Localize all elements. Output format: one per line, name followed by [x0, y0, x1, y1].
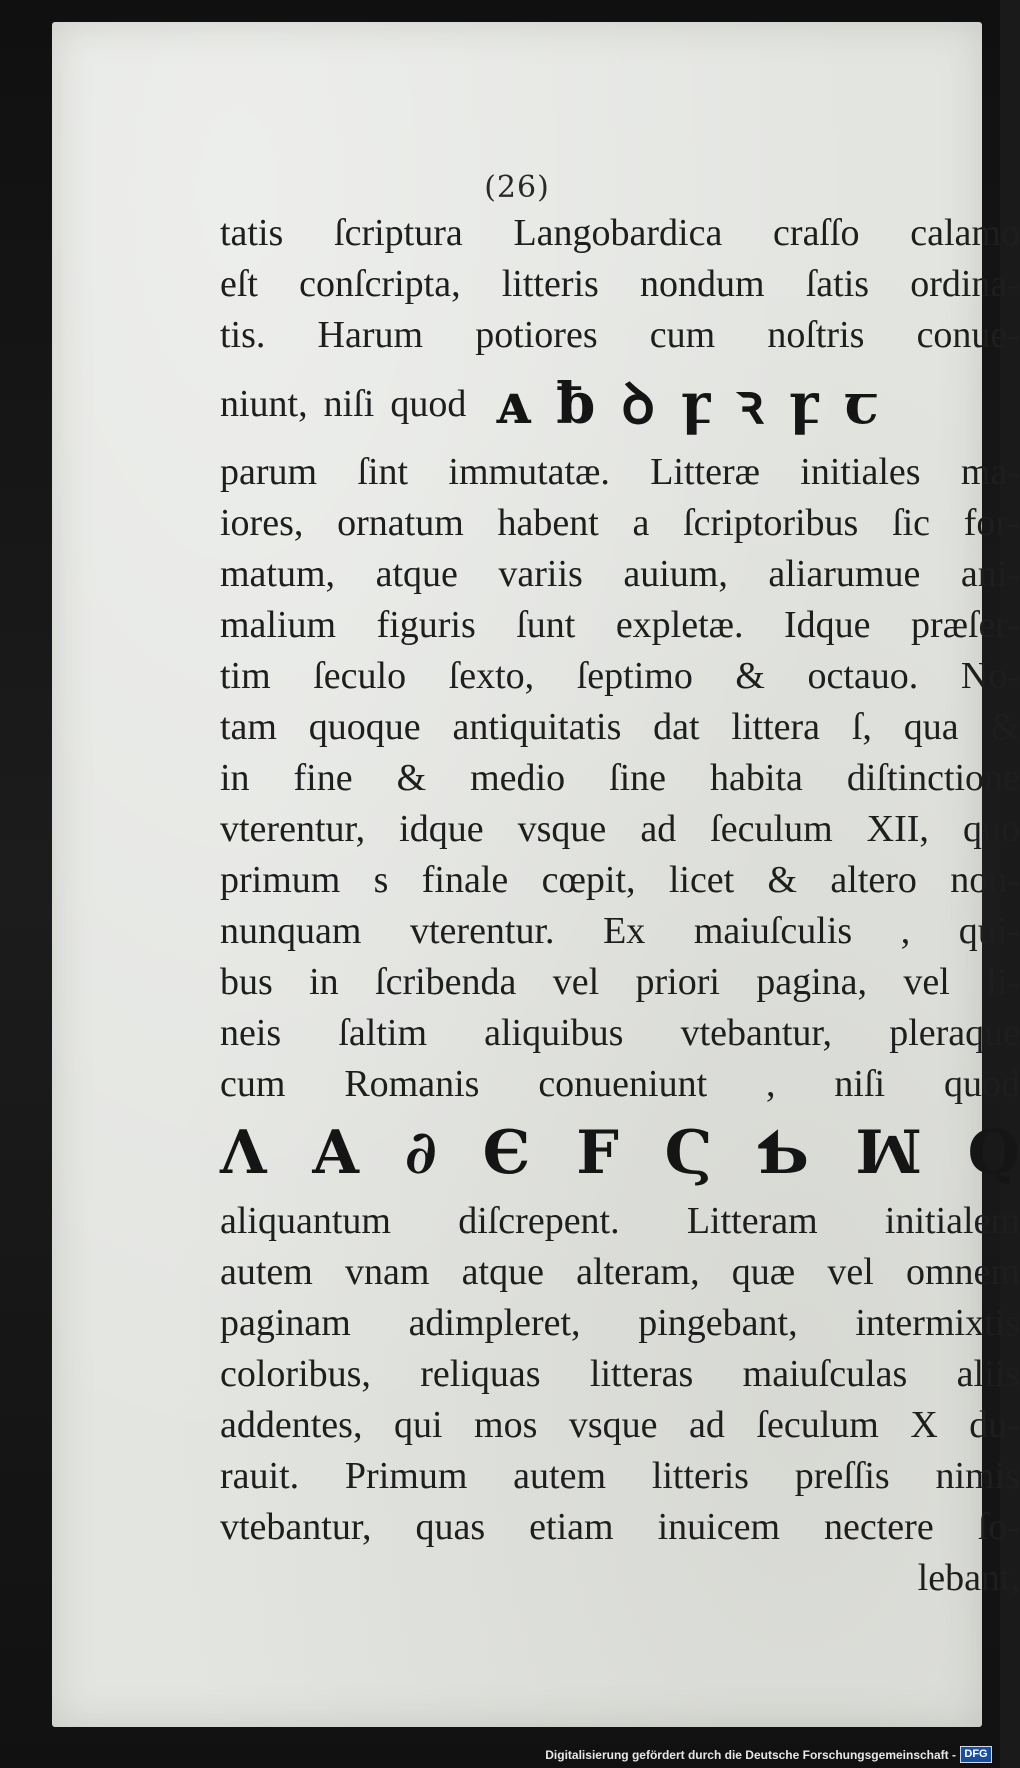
word: in — [309, 961, 339, 1003]
word: tam — [220, 706, 277, 748]
text-line — [220, 600, 1020, 651]
word: etiam — [529, 1506, 614, 1548]
page-number: (26) — [484, 170, 550, 205]
word: autem — [513, 1455, 607, 1497]
word: & — [396, 757, 427, 799]
text-line — [220, 1008, 1020, 1059]
capital-letterform-glyph: ∂ — [404, 1118, 437, 1188]
text-line — [220, 702, 1020, 753]
word: ani- — [960, 553, 1020, 595]
word: conſcripta, — [299, 263, 461, 305]
word: tim — [220, 655, 271, 697]
word: quo — [962, 808, 1020, 850]
word: cum — [220, 1063, 286, 1105]
word: octauo. — [807, 655, 919, 697]
word: ſ, — [851, 706, 872, 748]
capital-letterform-glyph: F — [576, 1118, 619, 1188]
word: coloribus, — [220, 1353, 371, 1395]
capital-letterform-glyph: ꟽ — [855, 1118, 922, 1188]
word: maiuſculis — [693, 910, 853, 952]
word: medio — [470, 757, 566, 799]
word: habent — [497, 502, 599, 544]
word: ſexto, — [448, 655, 535, 697]
word: initiales — [800, 451, 921, 493]
word: noſtris — [767, 314, 865, 356]
word: litteris — [651, 1455, 749, 1497]
word: in — [220, 757, 250, 799]
capital-letterform-glyph: Є — [482, 1118, 531, 1188]
book-page — [52, 22, 1020, 1727]
word: niſi — [323, 383, 375, 425]
word: ad — [640, 808, 677, 850]
capital-letterform-glyph: Ϛ — [664, 1118, 713, 1188]
word: li- — [986, 961, 1020, 1003]
word: finale — [421, 859, 509, 901]
word: vterentur. — [409, 910, 555, 952]
word: licet — [668, 859, 735, 901]
capital-letterform-glyph: Q — [967, 1118, 1020, 1188]
word: ſeculum — [710, 808, 833, 850]
word: intermixtis — [855, 1302, 1020, 1344]
letterform-glyph: ꞇ — [844, 371, 879, 437]
word: & — [735, 655, 765, 697]
word: conueniunt — [538, 1063, 708, 1105]
footer-bar — [0, 1740, 1000, 1768]
word: qui- — [958, 910, 1020, 952]
word: aliarumue — [768, 553, 921, 595]
word: antiquitatis — [452, 706, 622, 748]
capital-letterform-glyph: Ƅ — [758, 1118, 810, 1188]
text-line — [220, 208, 1020, 259]
word: pleraque — [889, 1012, 1020, 1054]
word: XII, — [866, 808, 929, 850]
word: potiores — [475, 314, 598, 356]
word: vnam — [345, 1251, 430, 1293]
funding-credit: Digitalisierung gefördert durch die Deutsche Forschungsgemeinschaft - — [545, 1748, 956, 1762]
text-line — [220, 1400, 1020, 1451]
word: iores, — [220, 502, 304, 544]
letterform-glyph: ꝛ — [736, 371, 763, 437]
word: , — [900, 910, 911, 952]
word: aliquantum — [220, 1200, 391, 1242]
word: addentes, — [220, 1404, 363, 1446]
word: Romanis — [344, 1063, 480, 1105]
capital-letterform-samples — [220, 1110, 1020, 1196]
dfg-logo: DFG — [960, 1746, 992, 1763]
word: diſtinctione — [846, 757, 1020, 799]
word: habita — [710, 757, 803, 799]
word: neis — [220, 1012, 282, 1054]
word: vsque — [517, 808, 607, 850]
word: aliquibus — [484, 1012, 624, 1054]
word: immutatæ. — [448, 451, 610, 493]
word: littera — [731, 706, 821, 748]
text-line — [220, 855, 1020, 906]
word: initialem — [884, 1200, 1020, 1242]
word: nectere — [824, 1506, 934, 1548]
word: pingebant, — [638, 1302, 798, 1344]
word: quod — [390, 383, 467, 425]
word: nondum — [640, 263, 765, 305]
word: adimpleret, — [408, 1302, 581, 1344]
word: ſcriptoribus — [683, 502, 859, 544]
letterform-glyph: ꝼ — [680, 371, 711, 437]
word: dat — [653, 706, 700, 748]
capital-letterform-glyph: Λ — [220, 1118, 267, 1188]
word: cum — [649, 314, 716, 356]
word: ſeculo — [313, 655, 407, 697]
word: vtebantur, — [220, 1506, 372, 1548]
word: tatis — [220, 212, 284, 254]
word: ſeptimo — [576, 655, 693, 697]
text-line — [220, 1196, 1020, 1247]
word: preſſis — [794, 1455, 890, 1497]
text-line — [220, 549, 1020, 600]
word: reliquas — [420, 1353, 541, 1395]
word: a — [632, 502, 650, 544]
word: primum — [220, 859, 341, 901]
word: matum, — [220, 553, 336, 595]
word: aliis — [956, 1353, 1020, 1395]
letterform-glyph: ƀ — [556, 371, 596, 437]
word: ſine — [609, 757, 667, 799]
body-text — [220, 208, 1020, 1604]
word: ſatis — [805, 263, 870, 305]
word: qua — [903, 706, 959, 748]
word: bus — [220, 961, 273, 1003]
word: Primum — [344, 1455, 468, 1497]
word: inuicem — [657, 1506, 780, 1548]
letterform-glyph: ꝺ — [621, 371, 655, 437]
word: ſcriptura — [334, 212, 463, 254]
word: non- — [950, 859, 1020, 901]
word: vel — [827, 1251, 874, 1293]
word: expletæ. — [615, 604, 744, 646]
word: nimis — [935, 1455, 1020, 1497]
catchword-line — [220, 1553, 1020, 1604]
word: nunquam — [220, 910, 362, 952]
text-line — [220, 447, 1020, 498]
word: maiuſculas — [742, 1353, 908, 1395]
word: , — [766, 1063, 776, 1105]
text-line — [220, 651, 1020, 702]
word: ad — [689, 1404, 725, 1446]
capital-letterforms-line — [220, 1110, 1020, 1196]
capital-letterform-glyph: A — [312, 1118, 359, 1188]
word: rauit. — [220, 1455, 300, 1497]
word: craſſo — [773, 212, 860, 254]
text-line — [220, 310, 1020, 361]
word: for- — [963, 502, 1020, 544]
word: ſeculum — [756, 1404, 879, 1446]
word: quas — [415, 1506, 486, 1548]
word: ſaltim — [338, 1012, 427, 1054]
word: Litteræ — [650, 451, 760, 493]
word: Litteram — [686, 1200, 818, 1242]
word: Idque — [783, 604, 871, 646]
word: vterentur, — [220, 808, 366, 850]
text-line — [220, 1247, 1020, 1298]
text-line — [220, 1451, 1020, 1502]
word: vel — [552, 961, 600, 1003]
word: eſt — [220, 263, 258, 305]
text-line — [220, 753, 1020, 804]
letterform-glyph: ᴀ — [494, 371, 531, 437]
word: qui — [393, 1404, 443, 1446]
text-line — [220, 498, 1020, 549]
word: Harum — [317, 314, 424, 356]
word: niſi — [834, 1063, 886, 1105]
word: vel — [903, 961, 950, 1003]
word: atque — [461, 1251, 544, 1293]
text-line — [220, 259, 1020, 310]
lowercase-letterform-samples — [494, 361, 878, 447]
word: calamo — [910, 212, 1020, 254]
text-line — [220, 1298, 1020, 1349]
word: fine — [293, 757, 353, 799]
word: figuris — [376, 604, 476, 646]
word: Langobardica — [513, 212, 723, 254]
text-line — [220, 957, 1020, 1008]
word: ma- — [960, 451, 1020, 493]
word: variis — [498, 553, 583, 595]
word: litteras — [589, 1353, 694, 1395]
word: ſunt — [516, 604, 576, 646]
word: idque — [399, 808, 484, 850]
word: & — [767, 859, 798, 901]
letterform-glyph: ꝼ — [788, 371, 819, 437]
word: alteram, — [576, 1251, 700, 1293]
word: quæ — [731, 1251, 796, 1293]
word: tis. — [220, 314, 266, 356]
word: ſic — [892, 502, 931, 544]
word: & — [990, 706, 1020, 748]
word: auium, — [623, 553, 728, 595]
word: ordina- — [910, 263, 1020, 305]
word: quoque — [308, 706, 421, 748]
catchword: lebant, — [917, 1557, 1020, 1599]
word: omnem — [905, 1251, 1020, 1293]
word: s — [373, 859, 389, 901]
word: parum — [220, 451, 318, 493]
word: altero — [830, 859, 917, 901]
word: paginam — [220, 1302, 351, 1344]
word: præſer- — [910, 604, 1020, 646]
text-line — [220, 1059, 1020, 1110]
word: quod — [943, 1063, 1020, 1105]
word: cœpit, — [541, 859, 636, 901]
word: atque — [375, 553, 458, 595]
text-line — [220, 1349, 1020, 1400]
word: du- — [969, 1404, 1020, 1446]
word: litteris — [501, 263, 599, 305]
word: conue- — [916, 314, 1020, 356]
word: ornatum — [337, 502, 464, 544]
text-line — [220, 804, 1020, 855]
word: ſo- — [977, 1506, 1020, 1548]
word: ſint — [357, 451, 409, 493]
text-line — [220, 906, 1020, 957]
word: Ex — [603, 910, 646, 952]
word: X — [910, 1404, 938, 1446]
word: niunt, — [220, 383, 308, 425]
word: mos — [474, 1404, 538, 1446]
text-line — [220, 1502, 1020, 1553]
word: autem — [220, 1251, 313, 1293]
word: vtebantur, — [680, 1012, 833, 1054]
text-line-with-letterforms — [220, 361, 1020, 447]
word: No- — [960, 655, 1020, 697]
word: pagina, — [756, 961, 868, 1003]
word: malium — [220, 604, 337, 646]
word: priori — [635, 961, 720, 1003]
word: ſcribenda — [375, 961, 517, 1003]
word: diſcrepent. — [458, 1200, 620, 1242]
word: vsque — [568, 1404, 658, 1446]
